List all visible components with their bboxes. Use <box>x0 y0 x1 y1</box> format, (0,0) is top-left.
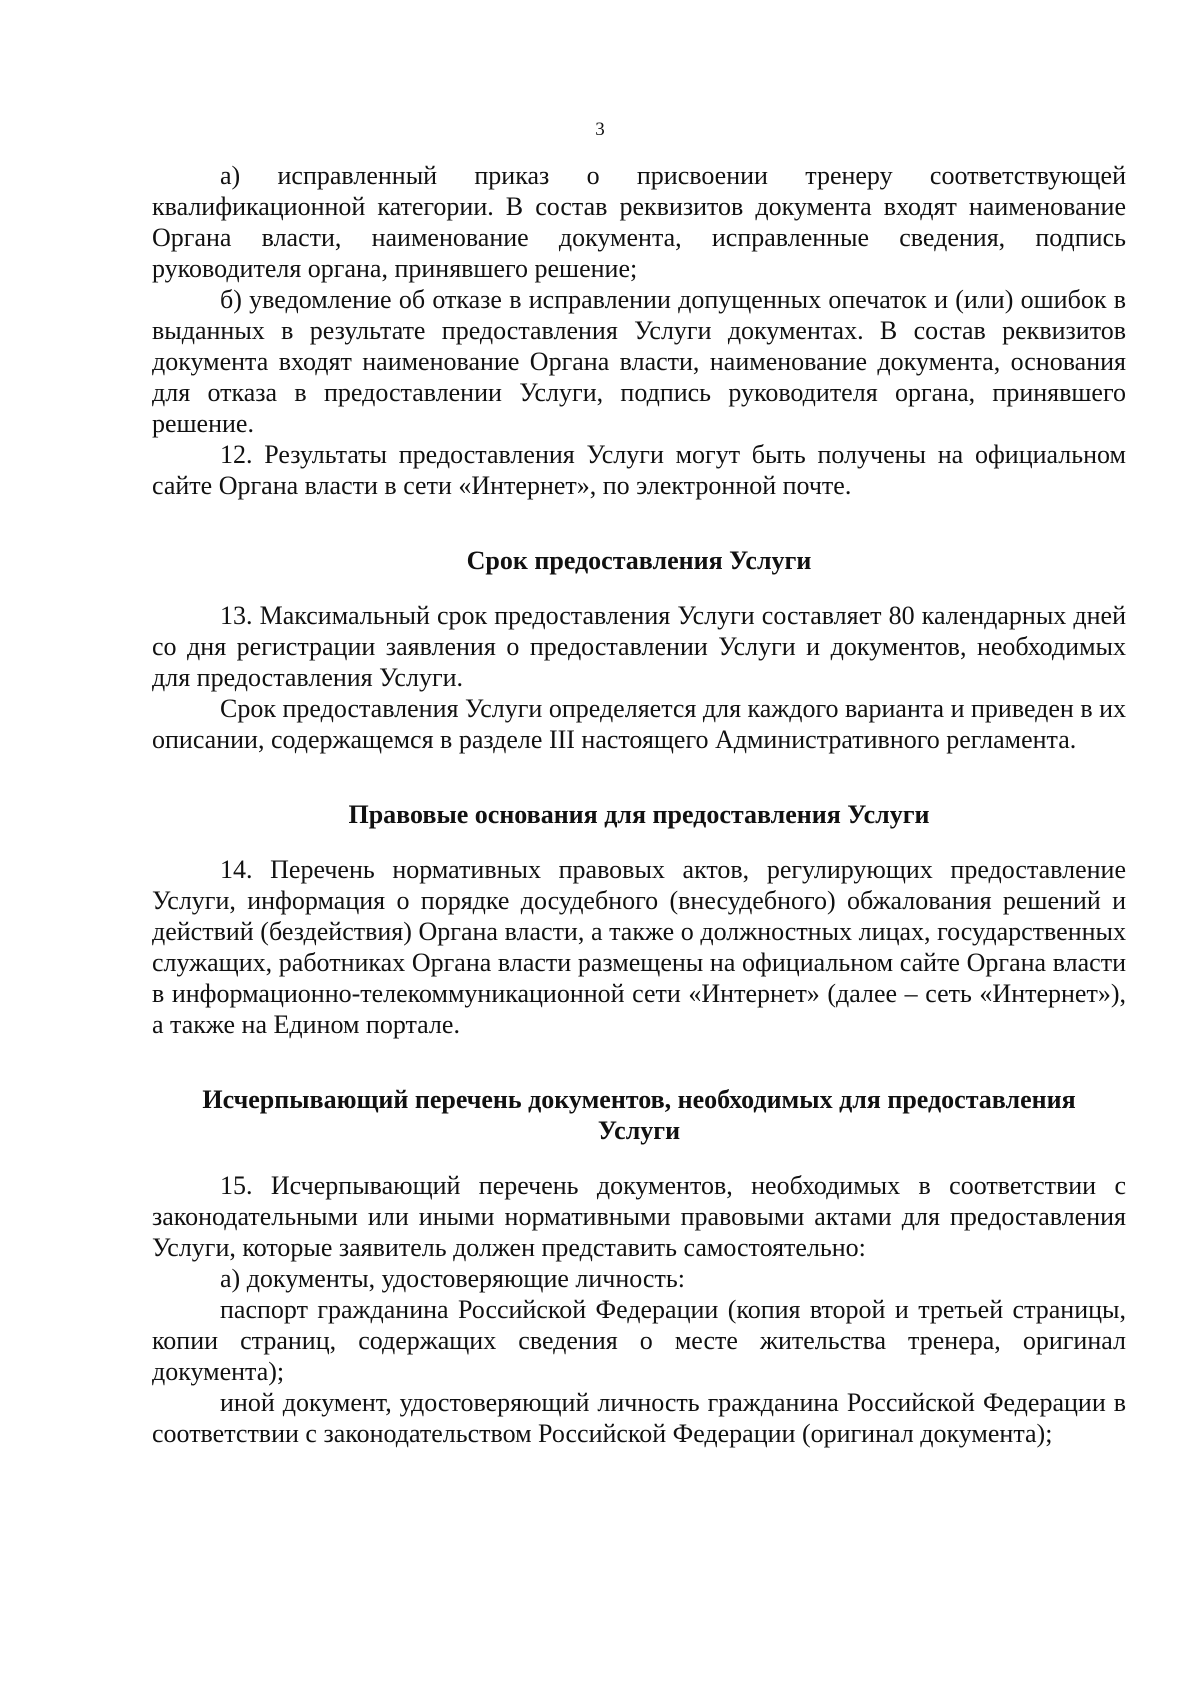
heading-legal-basis: Правовые основания для предоставления Услуги <box>348 800 930 829</box>
paragraph-15: 15. Исчерпывающий перечень документов, необходимых в соответствии с законодательными или иными нормативными правовыми актами для предоставления Услуги, которые заявитель должен представить самостоятельно: <box>152 1171 1126 1262</box>
paragraph-a: а) исправленный приказ о присвоении тренеру соответствующей квалификационной категории. В состав реквизитов документа входят наименование Органа власти, наименование документа, исправленные сведения, подпись руководителя органа, принявшего решение; <box>152 161 1126 283</box>
heading-documents-line2: Услуги <box>597 1116 681 1145</box>
paragraph-passport: паспорт гражданина Российской Федерации (копия второй и третьей страницы, копии страниц, содержащих сведения о месте жительства тренера, оригинал документа); <box>152 1295 1126 1386</box>
paragraph-13-term: Срок предоставления Услуги определяется для каждого варианта и приведен в их описании, содержащемся в разделе III настоящего Административного регламента. <box>152 694 1127 754</box>
heading-documents-line1: Исчерпывающий перечень документов, необходимых для предоставления <box>202 1085 1076 1114</box>
paragraph-13: 13. Максимальный срок предоставления Услуги составляет 80 календарных дней со дня регистрации заявления о предоставлении Услуги и документов, необходимых для предоставления Услуги. <box>152 601 1126 692</box>
document-body <box>152 160 1126 1449</box>
paragraph-14: 14. Перечень нормативных правовых актов, регулирующих предоставление Услуги, информация о порядке досудебного (внесудебного) обжалования решений и действий (бездействия) Органа власти, а также о должностных лицах, государственных служащих, работниках Органа власти размещены на официальном сайте Органа власти в информационно-телекоммуникационной сети «Интернет» (далее – сеть «Интернет»), а также на Едином портале. <box>152 855 1126 1039</box>
heading-documents-list <box>152 1084 1126 1146</box>
paragraph-b: б) уведомление об отказе в исправлении допущенных опечаток и (или) ошибок в выданных в результате предоставления Услуги документах. В состав реквизитов документа входят наименование Органа власти, наименование документа, основания для отказа в предоставлении Услуги, подпись руководителя органа, принявшего решение. <box>152 285 1126 438</box>
paragraph-12: 12. Результаты предоставления Услуги могут быть получены на официальном сайте Органа власти в сети «Интернет», по электронной почте. <box>152 440 1126 500</box>
paragraph-other-id: иной документ, удостоверяющий личность гражданина Российской Федерации в соответствии с законодательством Российской Федерации (оригинал документа); <box>152 1388 1126 1448</box>
page-number: 3 <box>595 119 605 140</box>
heading-term: Срок предоставления Услуги <box>466 546 812 575</box>
paragraph-15a: а) документы, удостоверяющие личность: <box>220 1264 685 1293</box>
